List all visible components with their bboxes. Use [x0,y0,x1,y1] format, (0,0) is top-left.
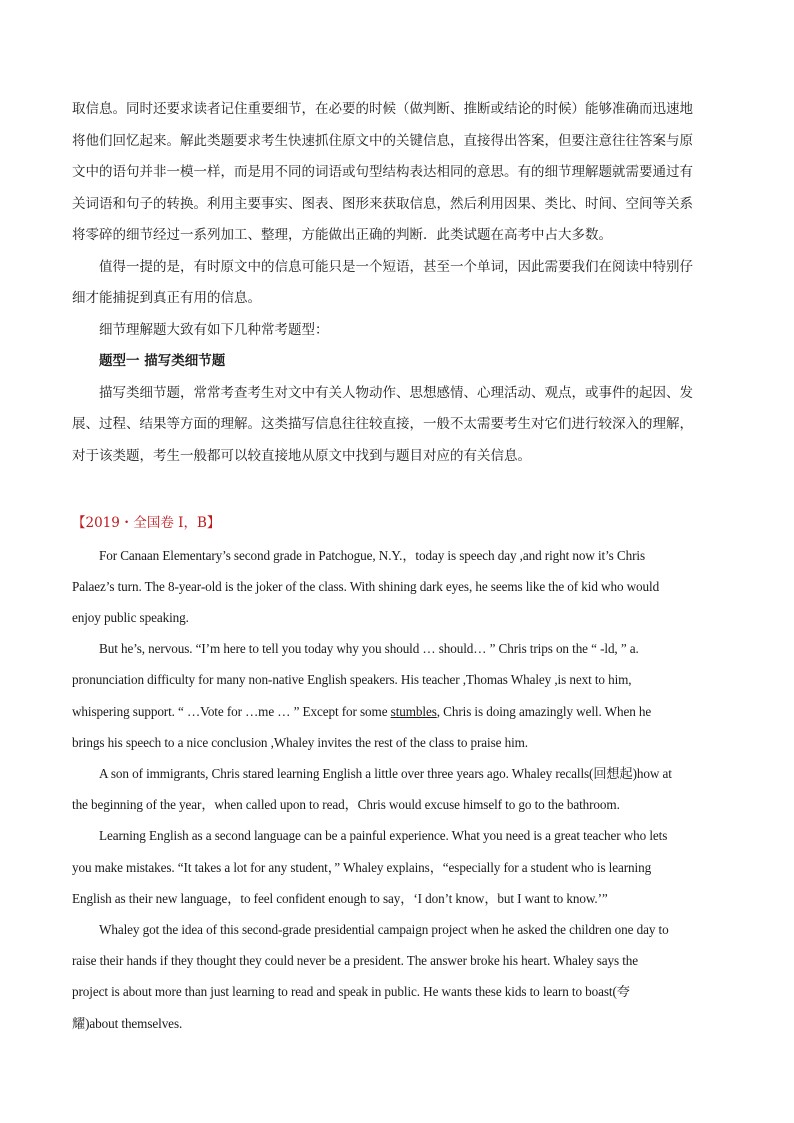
passage-paragraph-1 [72,540,722,634]
section-heading: 题型一 描写类细节题 [99,353,226,369]
text-segment: whispering support. “ …Vote for …me … ” Except for some [72,703,391,719]
text-line: 描写类细节题，常常考查考生对文中有关人物动作、思想感情、心理活动、观点，或事件的起因、发 [99,384,693,401]
passage-paragraph-2 [72,633,722,758]
text-line: 对于该类题，考生一般都可以较直接地从原文中找到与题目对应的有关信息。 [72,447,531,464]
text-line: raise their hands if they thought they could never be a president. The answer broke his heart. Whaley says the [72,953,639,969]
text-line: 取信息。同时还要求读者记住重要细节，在必要的时候（做判断、推断或结论的时候）能够准确而迅速地 [72,101,693,117]
text-line: the beginning of the year，when called upon to read，Chris would excuse himself to go to the bathroom. [72,797,620,813]
text-line: enjoy public speaking. [72,609,189,625]
passage-paragraph-3 [72,758,722,820]
text-segment: , Chris is doing amazingly well. When he [436,703,652,719]
text-line: you make mistakes. “It takes a lot for any student，” Whaley explains，“especially for a student who is learning [72,859,652,875]
underlined-word: stumbles [390,703,437,719]
text-line: Palaez’s turn. The 8-year-old is the joker of the class. With shining dark eyes, he seems like the of kid who would [72,578,660,594]
text-line: 值得一提的是，有时原文中的信息可能只是一个短语，甚至一个单词，因此需要我们在阅读中特别仔 [99,258,693,275]
text-line: 关词语和句子的转换。利用主要事实、图表、图形来获取信息，然后利用因果、类比、时间、空间等关系 [72,195,693,212]
document-page [72,94,722,1039]
text-line: 将零碎的细节经过一系列加工、整理，方能做出正确的判断．此类试题在高考中占大多数。 [72,227,612,243]
text-line: 细才能捕捉到真正有用的信息。 [72,290,261,306]
source-label: 【2019・全国卷 I，B】 [72,515,221,531]
intro-paragraph-2 [72,252,722,315]
text-line: A son of immigrants, Chris stared learning English a little over three years ago. Whaley recalls(回想起)how at [99,765,672,781]
text-line: brings his speech to a nice conclusion ,Whaley invites the rest of the class to praise him. [72,734,529,750]
intro-paragraph-1 [72,94,722,252]
text-line: pronunciation difficulty for many non-native English speakers. His teacher ,Thomas Whaley ,is next to him, [72,672,632,688]
passage-paragraph-4 [72,820,722,914]
text-line: 展、过程、结果等方面的理解。这类描写信息往往较直接，一般不太需要考生对它们进行较深入的理解， [72,416,693,432]
text-line: English as their new language，to feel confident enough to say，‘I don’t know，but I want to know.’” [72,890,608,906]
text-line: project is about more than just learning to read and speak in public. He wants these kids to learn to boast(夸 [72,984,630,1000]
text-line: Learning English as a second language can be a painful experience. What you need is a great teacher who lets [99,828,668,844]
text-line: But he’s, nervous. “I’m here to tell you today why you should … should… ” Chris trips on the “ -ld, ” a. [99,641,639,657]
text-line: 文中的语句并非一模一样，而是用不同的词语或句型结构表达相同的意思。有的细节理解题就需要通过有 [72,164,693,180]
text-line: 耀)about themselves. [72,1015,183,1031]
intro-paragraph-3: 细节理解题大致有如下几种常考题型： [99,321,329,338]
text-line: Whaley got the idea of this second-grade presidential campaign project when he asked the children one day to [99,921,669,937]
text-line: 将他们回忆起来。解此类题要求考生快速抓住原文中的关键信息，直接得出答案，但要注意往往答案与原 [72,132,693,149]
intro-paragraph-4 [72,378,722,473]
text-line: For Canaan Elementary’s second grade in Patchogue, N.Y.，today is speech day ,and right now it’s Chris [99,547,645,563]
text-line-with-underline [72,696,722,727]
passage-paragraph-5 [72,914,722,1039]
